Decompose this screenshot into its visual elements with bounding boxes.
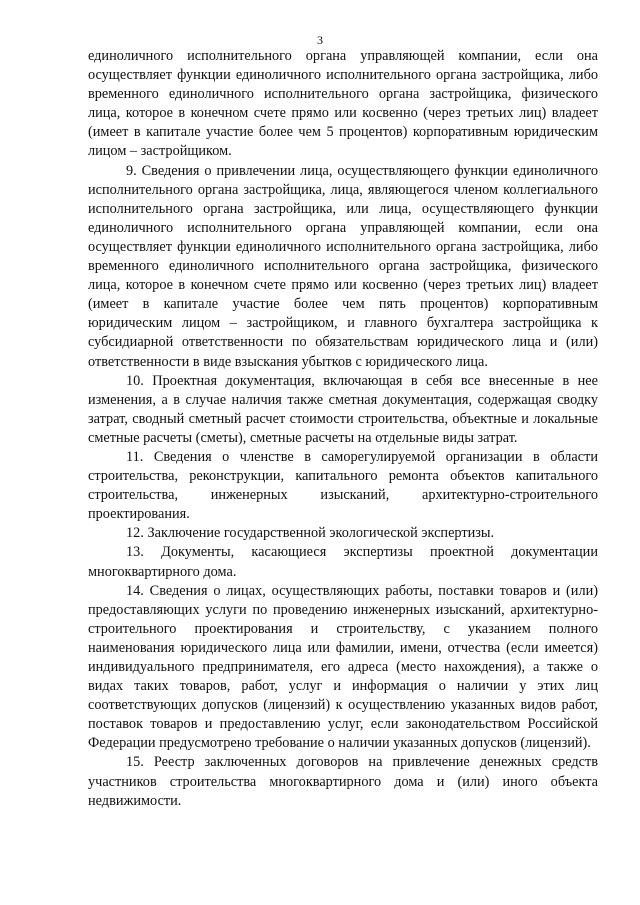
- paragraph-item-13: 13. Документы, касающиеся экспертизы проектной документации многоквартирного дома.: [88, 544, 598, 580]
- paragraph-item-14: 14. Сведения о лицах, осуществляющих работы, поставки товаров и (или) предоставляющих услуги по проведению инженерных изысканий, архитектурно-строительного проектирования и строительству, с указанием полного наименования юридического лица или фамилии, имени, отчества (если имеется) индивидуального предпринимателя, его адреса (место нахождения), а также о видах таких товаров, работ, услуг и информация о наличии у этих лиц соответствующих допусков (лицензий) к осуществлению указанных видов работ, поставок товаров и предоставлению услуг, если законодательством Российской Федерации предусмотрено требование о наличии указанных допусков (лицензий).: [88, 582, 598, 752]
- document-body: [88, 47, 598, 811]
- page-number: 3: [317, 33, 323, 47]
- paragraph-item-11: 11. Сведения о членстве в саморегулируемой организации в области строительства, реконструкции, капитального ремонта объектов капитального строительства, инженерных изысканий, архитектурно-строительного проектирования.: [88, 448, 598, 523]
- paragraph-item-12: 12. Заключение государственной экологической экспертизы.: [126, 525, 495, 542]
- paragraph-item-9: 9. Сведения о привлечении лица, осуществляющего функции единоличного исполнительного органа застройщика, лица, являющегося членом коллегиального исполнительного органа застройщика, или лица, осуществляющего функции единоличного исполнительного органа управляющей компании, если она осуществляет функции единоличного исполнительного органа застройщика, либо временного единоличного исполнительного органа застройщика, физического лица, которое в конечном счете прямо или косвенно (через третьих лиц) владеет (имеет в капитале участие более чем пять процентов) корпоративным юридическим лицом – застройщиком, и главного бухгалтера застройщика к субсидиарной ответственности по обязательствам юридического лица и (или) ответственности в виде взыскания убытков с юридического лица.: [88, 162, 598, 370]
- paragraph-item-15: 15. Реестр заключенных договоров на привлечение денежных средств участников строительства многоквартирного дома и (или) иного объекта недвижимости.: [88, 754, 598, 809]
- paragraph-item-10: 10. Проектная документация, включающая в себя все внесенные в нее изменения, а в случае наличия также сметная документация, содержащая сводку затрат, сводный сметный расчет стоимости строительства, объектные и локальные сметные расчеты (сметы), сметные расчеты на отдельные виды затрат.: [88, 372, 598, 446]
- paragraph-continuation: единоличного исполнительного органа управляющей компании, если она осуществляет функции единоличного исполнительного органа застройщика, либо временного единоличного исполнительного органа застройщика, физического лица, которое в конечном счете прямо или косвенно (через третьих лиц) владеет (имеет в капитале участие более чем 5 процентов) корпоративным юридическим лицом – застройщиком.: [88, 48, 598, 160]
